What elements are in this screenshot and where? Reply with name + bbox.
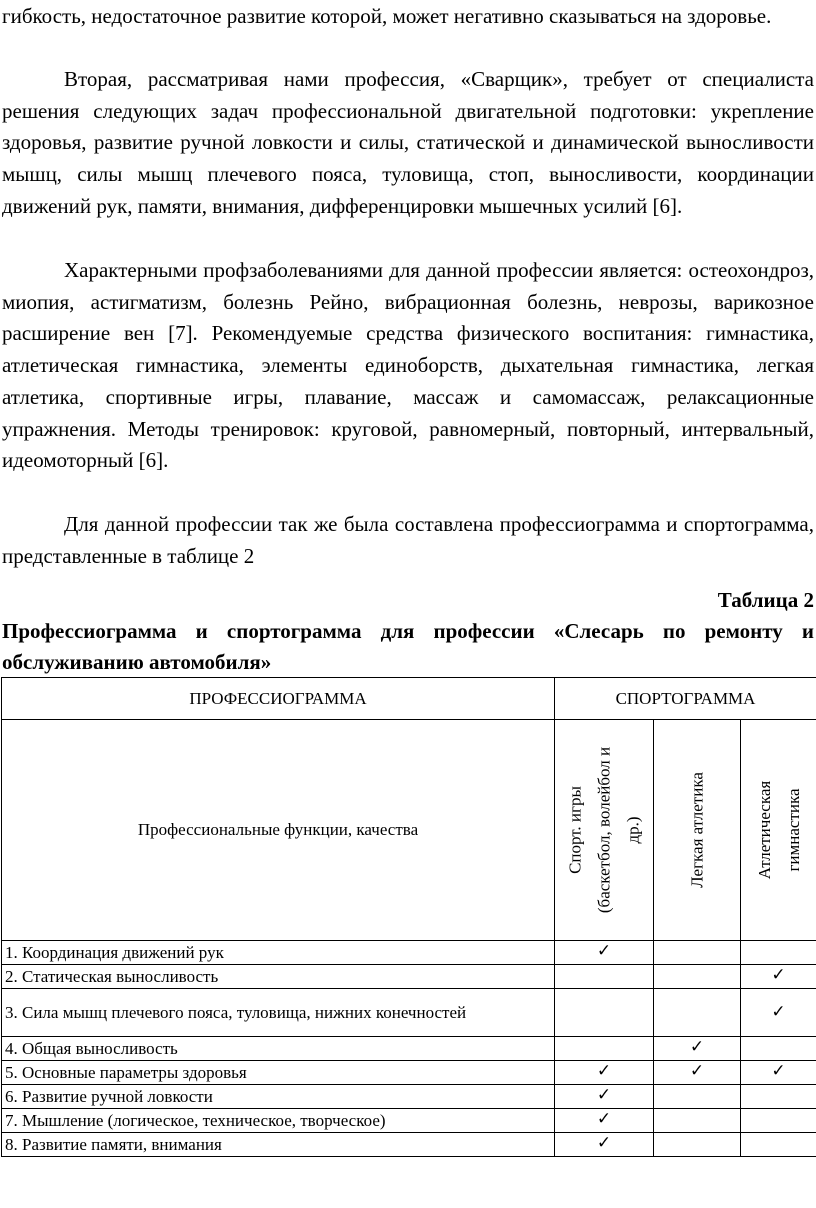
table-label: Таблица 2 (717, 588, 814, 612)
table-row (2, 941, 816, 965)
column-sport-games-label: Спорт. игры (баскетбол, волейбол и др.) (565, 746, 643, 914)
check-cell (654, 1133, 741, 1157)
check-cell (654, 941, 741, 965)
check-icon: ✓ (555, 941, 654, 965)
check-cell (654, 1109, 741, 1133)
row-name: 2. Статическая выносливость (2, 965, 555, 989)
paragraph-welder: Вторая, рассматривая нами профессия, «Сварщик», требует от специалиста решения следующих задач профессиональной двигательной подготовки: укрепление здоровья, развитие ручной ловкости и силы, статической и динамической выносливости мышц, силы мышц плечевого пояса, туловища, стоп, выносливости, координации движений рук, памяти, внимания, дифференцировки мышечных усилий [6]. (2, 67, 814, 218)
check-icon: ✓ (654, 1037, 741, 1061)
table-row (2, 1061, 816, 1085)
check-icon: ✓ (555, 1109, 654, 1133)
check-cell (654, 1085, 741, 1109)
check-cell (654, 965, 741, 989)
table-title: Профессиограмма и спортограмма для профессии «Слесарь по ремонту и обслуживанию автомобиля» (2, 619, 814, 674)
row-name: 1. Координация движений рук (2, 941, 555, 965)
check-icon: ✓ (741, 965, 816, 989)
column-sport-games (555, 720, 654, 941)
row-name: 3. Сила мышц плечевого пояса, туловища, нижних конечностей (2, 989, 555, 1037)
header-sportogram: СПОРТОГРАММА (555, 678, 816, 720)
row-name: 5. Основные параметры здоровья (2, 1061, 555, 1085)
check-cell (555, 1037, 654, 1061)
row-name: 4. Общая выносливость (2, 1037, 555, 1061)
check-icon: ✓ (654, 1061, 741, 1085)
check-cell (555, 989, 654, 1037)
table-row (2, 1037, 816, 1061)
check-cell (741, 1133, 816, 1157)
header-professiogram: ПРОФЕССИОГРАММА (2, 678, 555, 720)
check-icon: ✓ (555, 1061, 654, 1085)
table-row (2, 965, 816, 989)
column-athletics-label: Легкая атлетика (687, 772, 707, 888)
check-icon: ✓ (741, 989, 816, 1037)
row-name: 8. Развитие памяти, внимания (2, 1133, 555, 1157)
functions-label: Профессиональные функции, качества (2, 720, 555, 941)
paragraph-table-intro: Для данной профессии так же была составлена профессиограмма и спортограмма, представленные в таблице 2 (2, 512, 814, 568)
paragraph-flexibility: гибкость, недостаточное развитие которой, может негативно сказываться на здоровье. (2, 4, 772, 28)
check-cell (555, 965, 654, 989)
check-icon: ✓ (555, 1085, 654, 1109)
table-row (2, 989, 816, 1037)
row-name: 6. Развитие ручной ловкости (2, 1085, 555, 1109)
check-icon: ✓ (741, 1061, 816, 1085)
column-athletics (654, 720, 741, 941)
table-row (2, 1085, 816, 1109)
check-cell (741, 1085, 816, 1109)
check-icon: ✓ (555, 1133, 654, 1157)
column-athletic-gymnastics (741, 720, 816, 941)
row-name: 7. Мышление (логическое, техническое, творческое) (2, 1109, 555, 1133)
check-cell (741, 941, 816, 965)
check-cell (741, 1037, 816, 1061)
check-cell (741, 1109, 816, 1133)
check-cell (654, 989, 741, 1037)
table-row (2, 1133, 816, 1157)
column-athletic-gymnastics-label: Атлетическая гимнастика (754, 780, 803, 880)
paragraph-diseases: Характерными профзаболеваниями для данной профессии является: остеохондроз, миопия, астигматизм, болезнь Рейно, вибрационная болезнь, неврозы, варикозное расширение вен [7]. Рекомендуемые средства физического воспитания: гимнастика, атлетическая гимнастика, элементы единоборств, дыхательная гимнастика, легкая атлетика, спортивные игры, плавание, массаж и самомассаж, релаксационные упражнения. Методы тренировок: круговой, равномерный, повторный, интервальный, идеомоторный [6]. (2, 258, 814, 473)
profession-table (1, 677, 816, 1157)
table-row (2, 1109, 816, 1133)
